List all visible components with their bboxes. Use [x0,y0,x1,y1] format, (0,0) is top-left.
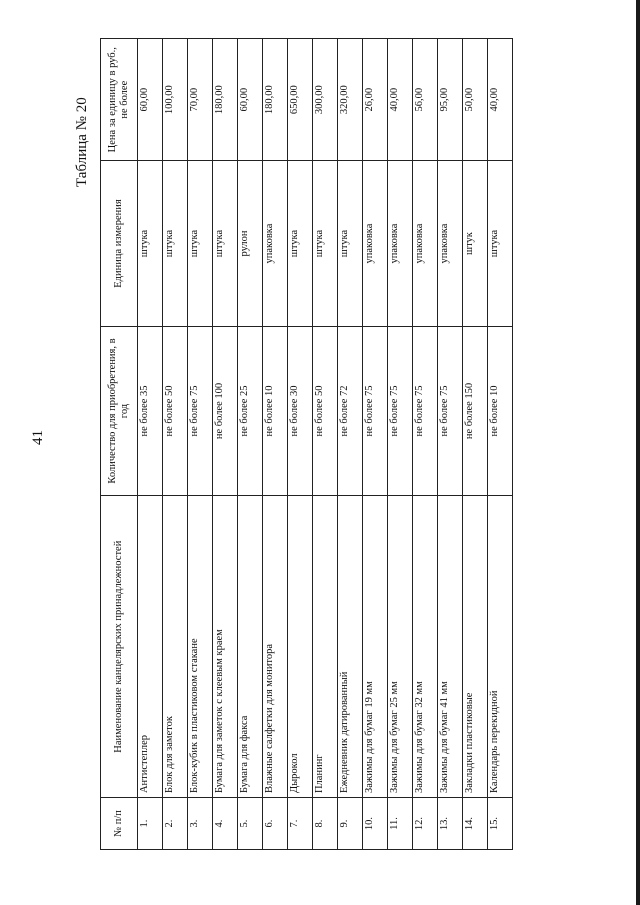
row-unit: штука [163,161,188,326]
row-name: Блок для заметок [163,496,188,798]
row-price: 320,00 [338,39,363,161]
row-name: Бумага для факса [238,496,263,798]
row-price: 300,00 [313,39,338,161]
row-unit: штука [188,161,213,326]
row-qty: не более 10 [488,326,513,496]
row-unit: штук [463,161,488,326]
row-num: 10. [363,798,388,850]
row-qty: не более 25 [238,326,263,496]
row-price: 40,00 [388,39,413,161]
row-price: 70,00 [188,39,213,161]
row-name: Зажимы для бумаг 32 мм [413,496,438,798]
table-header-row [101,39,138,850]
table-row [313,39,338,850]
row-num: 2. [163,798,188,850]
table-body [138,39,513,850]
table-row [263,39,288,850]
row-num: 5. [238,798,263,850]
table-row [288,39,313,850]
row-num: 8. [313,798,338,850]
row-price: 26,00 [363,39,388,161]
table-title: Таблица № 20 [74,97,90,187]
row-price: 40,00 [488,39,513,161]
row-name: Зажимы для бумаг 25 мм [388,496,413,798]
row-qty: не более 72 [338,326,363,496]
row-unit: штука [488,161,513,326]
row-num: 11. [388,798,413,850]
row-name: Календарь перекидной [488,496,513,798]
row-qty: не более 10 [263,326,288,496]
row-num: 3. [188,798,213,850]
row-price: 60,00 [138,39,163,161]
page-number: 41 [30,430,46,445]
row-num: 4. [213,798,238,850]
table-row [388,39,413,850]
row-qty: не более 50 [313,326,338,496]
row-price: 180,00 [213,39,238,161]
row-num: 12. [413,798,438,850]
row-unit: упаковка [413,161,438,326]
row-unit: рулон [238,161,263,326]
row-name: Антистеплер [138,496,163,798]
row-qty: не более 75 [188,326,213,496]
row-name: Закладки пластиковые [463,496,488,798]
table-row [238,39,263,850]
row-price: 60,00 [238,39,263,161]
row-qty: не более 75 [438,326,463,496]
row-num: 1. [138,798,163,850]
row-num: 15. [488,798,513,850]
header-price: Цена за единицу в руб., не более [101,39,138,161]
row-unit: штука [338,161,363,326]
row-qty: не более 75 [413,326,438,496]
header-name: Наименование канцелярских принадлежностей [101,496,138,798]
table-row [188,39,213,850]
row-num: 7. [288,798,313,850]
row-unit: упаковка [388,161,413,326]
row-unit: штука [288,161,313,326]
table-row [363,39,388,850]
row-qty: не более 35 [138,326,163,496]
row-qty: не более 100 [213,326,238,496]
row-price: 180,00 [263,39,288,161]
table-row [438,39,463,850]
table-row [138,39,163,850]
row-price: 100,00 [163,39,188,161]
table-row [488,39,513,850]
row-name: Зажимы для бумаг 19 мм [363,496,388,798]
row-name: Зажимы для бумаг 41 мм [438,496,463,798]
row-name: Планинг [313,496,338,798]
row-unit: упаковка [363,161,388,326]
row-qty: не более 150 [463,326,488,496]
row-num: 6. [263,798,288,850]
table-row [213,39,238,850]
table-row [338,39,363,850]
row-qty: не более 75 [388,326,413,496]
row-num: 13. [438,798,463,850]
row-price: 650,00 [288,39,313,161]
supplies-table [100,38,513,850]
table-row [163,39,188,850]
row-price: 56,00 [413,39,438,161]
table-row [463,39,488,850]
row-qty: не более 50 [163,326,188,496]
row-num: 9. [338,798,363,850]
row-num: 14. [463,798,488,850]
row-price: 50,00 [463,39,488,161]
header-qty: Количество для приобретения, в год [101,326,138,496]
row-price: 95,00 [438,39,463,161]
row-name: Блок-кубик в пластиковом стакане [188,496,213,798]
row-unit: упаковка [438,161,463,326]
row-name: Бумага для заметок с клеевым краем [213,496,238,798]
row-name: Дырокол [288,496,313,798]
row-unit: штука [213,161,238,326]
row-qty: не более 30 [288,326,313,496]
header-unit: Единица измерения [101,161,138,326]
row-name: Ежедневник датированный [338,496,363,798]
row-unit: штука [313,161,338,326]
row-unit: упаковка [263,161,288,326]
header-num: № п/п [101,798,138,850]
row-name: Влажные салфетки для монитора [263,496,288,798]
row-unit: штука [138,161,163,326]
row-qty: не более 75 [363,326,388,496]
table-row [413,39,438,850]
